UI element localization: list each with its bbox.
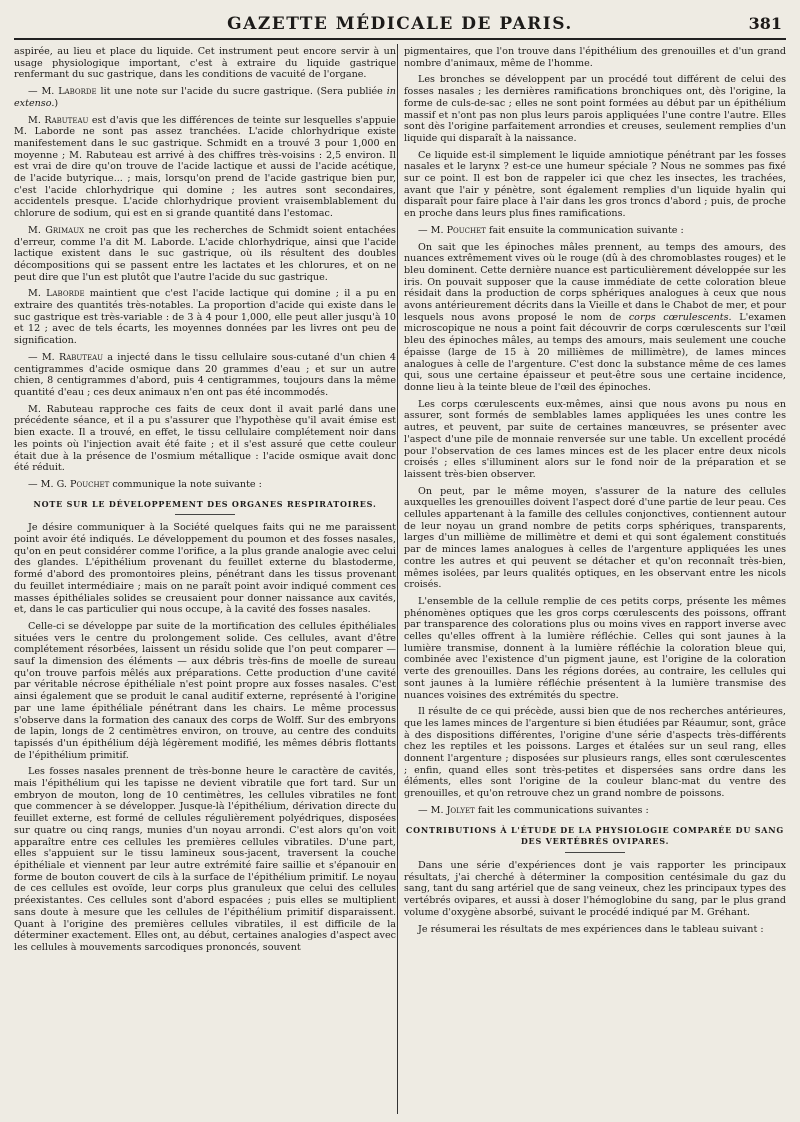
paragraph: Les corps cœrulescents eux-mêmes, ainsi que nous avons pu nous en assurer, sont formés de semblables lames appliquées les unes contre les autres, et peuvent, par suite de certaines manœuvres, se présenter avec l'aspect d'une pile de monnaie renversée sur une table. Un excellent procédé pour l'observation de ces lames minces est de les placer entre deux nicols croisés ; elles s'illuminent alors sur le fond noir de la préparation et se laissent très-bien observer. [404,398,786,480]
speaker-name: G. Pouchet [56,478,110,490]
speaker-name: Laborde [46,288,85,300]
paragraph: On peut, par le même moyen, s'assurer de la nature des cellules auxquelles les grenouilles doivent l'aspect doré d'une partie de leur peau. Ces cellules appartenant à la famille des cellules conjonctives, contiennent autour de leur noyau un grand nombre de petits corps sphériques, transparents, larges d'un millième de millimètre et demi et qui sont également constitués par de minces lames analogues à celles de l'argenture appliquées les unes contre les autres et qui peuvent se détacher et qu'on reconnaît très-bien, mêmes isolées, par leurs qualités optiques, en les observant entre les nicols croisés. [404,485,786,591]
paragraph: Il résulte de ce qui précède, aussi bien que de nos recherches antérieures, que les lames minces de l'argenture si bien étudiées par Réaumur, sont, grâce à des dispositions différentes, l'origine d'une série d'aspects très-différents chez les reptiles et les poissons. Larges et étalées sur un seul rang, elles donnent l'argenture ; disposées sur plusieurs rangs, elles sont cœrulescentes ; enfin, quand elles sont très-petites et dispersées sans ordre dans les éléments, elles sont l'origine de la couleur blanc-mat du ventre des grenouilles, et qu'on retrouve chez un grand nombre de poissons. [404,706,786,800]
paragraph: Ce liquide est-il simplement le liquide amniotique pénétrant par les fosses nasales et le larynx ? est-ce une humeur spéciale ? Nous ne sommes pas fixé sur ce point. Il est bon de rappeler ici que chez les insectes, les trachées, avant que l'air y pénètre, sont également remplies d'un liquide hyalin qui disparaît pour faire place à l'air dans les gros troncs d'abord ; puis, de proche en proche dans leurs plus fines ramifications. [404,149,786,220]
paragraph: — M. Laborde lit une note sur l'acide du sucre gastrique. (Sera publiée in extenso.) [14,86,396,109]
paragraph: L'ensemble de la cellule remplie de ces petits corps, présente les mêmes phénomènes optiques que les gros corps cœrulescents des poissons, offrant par transparence des colorations plus ou moins vives en rapport inverse avec celles qu'elles offrent à la lumière réfléchie. Celles qui sont jaunes à la lumière transmise, donnent à la lumière réfléchie la coloration bleue qui, combinée avec l'existence d'un pigment jaune, est l'origine de la coloration verte des grenouilles. Dans les régions dorées, au contraire, les cellules qui sont jaunes à la lumière réfléchie présentent à la lumière transmise des nuances voisines des extrémités du spectre. [404,595,786,701]
speaker-name: Laborde [58,86,97,98]
paragraph: Celle-ci se développe par suite de la mortification des cellules épithéliales situées vers le centre du prolongement solide. Ces cellules, avant d'être complétement résorbées, laissent un résidu solide que l'on peut comparer — sauf la dimension des éléments — aux débris très-fins de moelle de sureau qu'on trouve parfois mêlés aux préparations. Cette production d'une cavité par véritable nécrose épithéliale n'est point propre aux fosses nasales. C'est ainsi également que se produit le canal auditif externe, représenté à l'origine par une lame épithéliale pénétrant dans les chairs. Le même processus s'observe dans la formation des canaux des corps de Wolff. Sur des embryons de lapin, longs de 2 centimètres environ, on trouve, au centre des conduits tapissés d'un épithélium déjà légèrement modifié, les mêmes débris flottants de l'épithélium primitif. [14,620,396,761]
paragraph: On sait que les épinoches mâles prennent, au temps des amours, des nuances extrêmement vives où le rouge (dû à des chromoblastes rouges) et le bleu dominent. Cette dernière nuance est particulièrement développée sur les iris. On pouvait supposer que la cause immédiate de cette coloration bleue résidait dans la production de corps sphériques analogues à ceux que nous avons antérieurement décrits dans la Vieille et dans le Chabot de mer, et pour lesquels nous avons proposé le nom de corps cœrulescents. L'examen microscopique ne nous a point fait découvrir de corps cœrulescents sur l'œil bleu des épinoches mâles, au temps des amours, mais seulement une couche épaisse (large de 15 à 20 millièmes de millimètre), de lames minces analogues à celle de l'argenture. C'est donc la substance même de ces lames qui, sous une certaine épaisseur et peut-être sous une certaine incidence, donne lieu à la teinte bleue de l'œil des épinoches. [404,241,786,393]
page-number: 381 [748,14,782,33]
paragraph: M. Rabuteau est d'avis que les différences de teinte sur lesquelles s'appuie M. Laborde ne sont pas assez tranchées. L'acide chlorhydrique existe manifestement dans le suc gastrique. Schmidt en a trouvé 3 pour 1,000 en moyenne ; M. Rabuteau est arrivé à des chiffres très-voisins : 2,5 environ. Il est vrai de dire qu'on trouve de l'acide lactique et aussi de l'acide acétique, de l'acide butyrique... ; mais, lorsqu'on prend de l'acide gastrique bien pur, c'est l'acide chlorhydrique qui domine ; les autres sont secondaires, accidentels presque. L'acide chlorhydrique provient vraisemblablement du chlorure de sodium, qui est en si grande quantité dans l'estomac. [14,114,396,220]
paragraph: Les fosses nasales prennent de très-bonne heure le caractère de cavités, mais l'épithélium qui les tapisse ne devient vibratile que fort tard. Sur un embryon de mouton, long de 10 centimètres, les cellules vibratiles ne font que commencer à se développer. Jusque-là l'épithélium, dérivation directe du feuillet externe, est formé de cellules régulièrement polyédriques, disposées sur quatre ou cinq rangs, munies d'un noyau arrondi. C'est alors qu'on voit apparaître entre ces cellules les premières cellules vibratiles. D'une part, elles s'appuient sur le tissu lamineux sous-jacent, traversent la couche épithéliale et viennent par leur autre extrémité faire saillie et s'épanouir en forme de bouton couvert de cils à la surface de l'épithélium primitif. Le noyau de ces cellules est ovoïde, leur corps plus granuleux que celui des cellules préexistantes. Ces cellules sont d'abord espacées ; puis elles se multiplient sans doute à mesure que les cellules de l'épithélium primitif disparaissent. Quant à l'origine des premières cellules vibratiles, il est difficile de la déterminer exactement. Elles ont, au début, certaines analogies d'aspect avec les cellules à mouvements sarcodiques prononcés, souvent [14,766,396,953]
speaker-name: Grimaux [45,224,85,236]
right-column [404,46,786,1116]
speaker-name: Jolyet [446,804,475,816]
paragraph: pigmentaires, que l'on trouve dans l'épithélium des grenouilles et d'un grand nombre d'animaux, même de l'homme. [404,46,786,69]
paragraph: — M. G. Pouchet communique la note suivante : [28,478,262,490]
paragraph: — M. Jolyet fait les communications suivantes : [418,804,649,816]
paragraph: M. Laborde maintient que c'est l'acide lactique qui domine ; il a pu en extraire des quantités très-notables. La proportion d'acide qui existe dans le suc gastrique est très-variable : de 3 à 4 pour 1,000, elle peut aller jusqu'à 10 et 12 ; avec de tels écarts, les moyennes données par les livres ont peu de signification. [14,288,396,347]
paragraph: M. Grimaux ne croit pas que les recherches de Schmidt soient entachées d'erreur, comme l'a dit M. Laborde. L'acide chlorhydrique, ainsi que l'acide lactique existent dans le suc gastrique, où ils résultent des doubles décompositions qui se passent entre les lactates et les chlorures, et on ne peut dire que l'un est plutôt que l'autre l'acide du suc gastrique. [14,224,396,283]
speaker-name: Rabuteau [58,351,104,363]
section-heading: CONTRIBUTIONS À L'ÉTUDE DE LA PHYSIOLOGIE COMPARÉE DU SANG DES VERTÉBRÉS OVIPARES. [404,825,786,853]
speaker-name: Pouchet [446,224,486,236]
speaker-name: Rabuteau [44,114,89,126]
paragraph: Les bronches se développent par un procédé tout différent de celui des fosses nasales ; les dernières ramifications bronchiques ont, dès l'origine, la forme de culs-de-sac ; elles ne sont point formées au début par un épithélium massif et n'ont pas non plus leurs parois appliquées l'une contre l'autre. Elles sont dès l'origine parfaitement arrondies et creuses, seulement remplies d'un liquide qui disparaît à la naissance. [404,74,786,144]
column-rule [397,44,398,1114]
paragraph: Je désire communiquer à la Société quelques faits qui ne me paraissent point avoir été indiqués. Le développement du poumon et des fosses nasales, qu'on en peut considérer comme l'orifice, a la plus grande analogie avec celui des glandes. L'épithélium provenant du feuillet externe du blastoderme, formé d'abord des promontoires pleins, pénétrant dans les tissus provenant du feuillet intermédiaire ; mais on ne paraît point avoir indiqué comment ces masses épithéliales solides se creusaient pour donner naissance aux cavités, et, dans le cas particulier qui nous occupe, à la cavité des fosses nasales. [14,522,396,616]
journal-title: GAZETTE MÉDICALE DE PARIS. [227,14,573,34]
paragraph: — M. Pouchet fait ensuite la communication suivante : [418,224,684,236]
paragraph: Je résumerai les résultats de mes expériences dans le tableau suivant : [418,923,764,935]
section-heading: NOTE SUR LE DÉVELOPPEMENT DES ORGANES RESPIRATOIRES. [14,499,396,516]
page-header [14,12,786,40]
paragraph: Dans une série d'expériences dont je vais rapporter les principaux résultats, j'ai cherché à déterminer la composition centésimale du gaz du sang, tant du sang artériel que de sang veineux, chez les principaux types des vertébrés ovipares, et aussi à doser l'hémoglobine du sang, par le plus grand volume d'oxygène absorbé, suivant le procédé indiqué par M. Gréhant. [404,860,786,918]
paragraph: aspirée, au lieu et place du liquide. Cet instrument peut encore servir à un usage physiologique important, c'est à extraire du liquide gastrique renfermant du suc gastrique, dans les conditions de vacuité de l'organe. [14,46,396,81]
paragraph: M. Rabuteau rapproche ces faits de ceux dont il avait parlé dans une précédente séance, et il a pu s'assurer que l'hypothèse qu'il avait émise est bien exacte. Il a trouvé, en effet, le tissu cellulaire complétement noir dans les points où l'injection avait été faite ; et il s'est assuré que cette couleur était due à la présence de l'osmium métallique : l'acide osmique avait donc été réduit. [14,403,396,474]
left-column [14,46,396,1116]
paragraph: — M. Rabuteau a injecté dans le tissu cellulaire sous-cutané d'un chien 4 centigrammes d'acide osmique dans 20 grammes d'eau ; et sur un autre chien, 8 centigrammes d'abord, puis 4 centigrammes, toujours dans la même quantité d'eau ; ces deux animaux n'en ont pas été incommodés. [14,351,396,398]
